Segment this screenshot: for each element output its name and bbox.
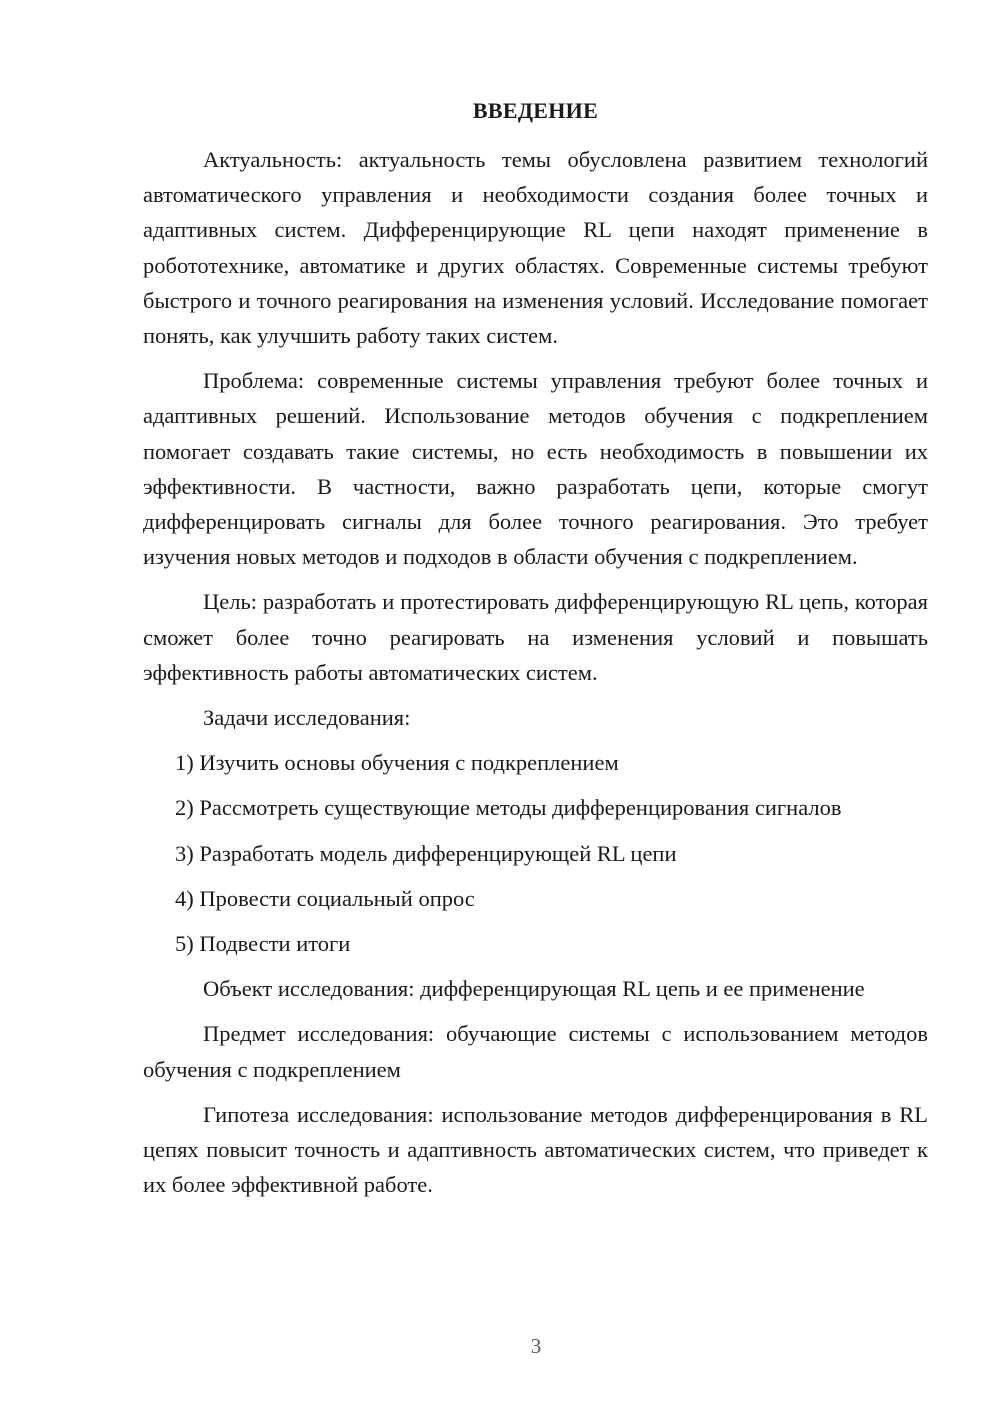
section-heading: ВВЕДЕНИЕ — [472, 98, 599, 123]
subject-paragraph: Предмет исследования: обучающие системы с использованием методов обучения с подкреплением — [143, 1021, 928, 1082]
goal-paragraph: Цель: разработать и протестировать дифференцирующую RL цепь, которая сможет более точно реагировать на изменения условий и повышать эффективность работы автоматических систем. — [143, 589, 928, 685]
tasks-label: Задачи исследования: — [203, 705, 411, 731]
task-item: 5) Подвести итоги — [175, 931, 351, 957]
object-paragraph: Объект исследования: дифференцирующая RL цепь и ее применение — [203, 976, 865, 1002]
hypothesis-paragraph: Гипотеза исследования: использование методов дифференцирования в RL цепях повысит точность и адаптивность автоматических систем, что приведет к их более эффективной работе. — [143, 1101, 928, 1198]
page-number: 3 — [530, 1334, 542, 1358]
task-item: 1) Изучить основы обучения с подкреплением — [175, 750, 619, 776]
task-item: 3) Разработать модель дифференцирующей RL цепи — [175, 840, 677, 866]
tasks-list — [143, 745, 928, 961]
task-item: 4) Провести социальный опрос — [175, 885, 475, 911]
page-body — [143, 142, 928, 1212]
relevance-paragraph: Актуальность: актуальность темы обусловлена развитием технологий автоматического управления и необходимости создания более точных и адаптивных систем. Дифференцирующие RL цепи находят применение в робототехнике, автоматике и других областях. Современные системы требуют быстрого и точного реагирования на изменения условий. Исследование помогает понять, как улучшить работу таких систем. — [143, 147, 928, 349]
task-item: 2) Рассмотреть существующие методы дифференцирования сигналов — [175, 795, 842, 821]
problem-paragraph: Проблема: современные системы управления требуют более точных и адаптивных решений. Использование методов обучения с подкреплением помогает создавать такие системы, но есть необходимость в повышении их эффективности. В частности, важно разработать цепи, которые смогут дифференцировать сигналы для более точного реагирования. Это требует изучения новых методов и подходов в области обучения с подкреплением. — [143, 368, 928, 570]
